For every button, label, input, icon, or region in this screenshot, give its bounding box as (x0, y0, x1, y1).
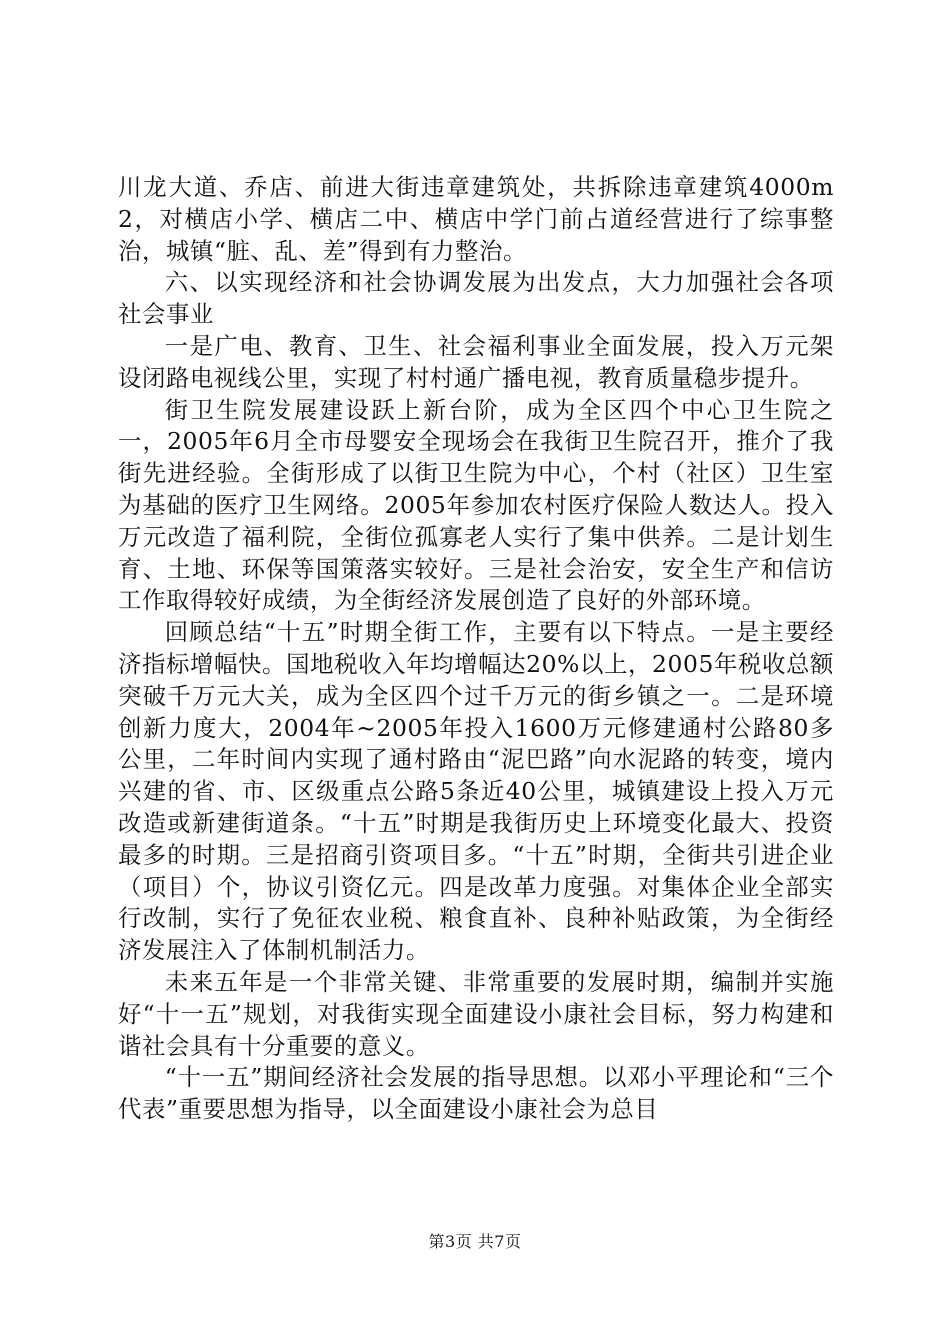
section-heading: 六、以实现经济和社会协调发展为出发点，大力加强社会各项社会事业 (118, 268, 834, 329)
paragraph: 街卫生院发展建设跃上新台阶，成为全区四个中心卫生院之一，2005年6月全市母婴安全现场会在我街卫生院召开，推介了我街先进经验。全街形成了以街卫生院为中心，个村（社区）卫生室为基础的医疗卫生网络。2005年参加农村医疗保险人数达人。投入万元改造了福利院，全街位孤寡老人实行了集中供养。二是计划生育、土地、环保等国策落实较好。三是社会治安，安全生产和信访工作取得较好成绩，为全街经济发展创造了良好的外部环境。 (118, 395, 834, 615)
paragraph: 未来五年是一个非常关键、非常重要的发展时期，编制并实施好“十一五”规划，对我街实现全面建设小康社会目标，努力构建和谐社会具有十分重要的意义。 (118, 967, 834, 1060)
paragraph: 一是广电、教育、卫生、社会福利事业全面发展，投入万元架设闭路电视线公里，实现了村村通广播电视，教育质量稳步提升。 (118, 331, 834, 392)
page-number-footer: 第3页 共7页 (428, 1232, 522, 1251)
paragraph: “十一五”期间经济社会发展的指导思想。以邓小平理论和“三个代表”重要思想为指导，以全面建设小康社会为总目 (118, 1063, 834, 1124)
document-body (118, 172, 834, 1126)
paragraph: 回顾总结“十五”时期全街工作，主要有以下特点。一是主要经济指标增幅快。国地税收入年均增幅达20%以上，2005年税收总额突破千万元大关，成为全区四个过千万元的街乡镇之一。二是环境创新力度大，2004年~2005年投入1600万元修建通村公路80多公里，二年时间内实现了通村路由“泥巴路”向水泥路的转变，境内兴建的省、市、区级重点公路5条近40公里，城镇建设上投入万元改造或新建街道条。“十五”时期是我街历史上环境变化最大、投资最多的时期。三是招商引资项目多。“十五”时期，全街共引进企业（项目）个，协议引资亿元。四是改革力度强。对集体企业全部实行改制，实行了免征农业税、粮食直补、良种补贴政策，为全街经济发展注入了体制机制活力。 (118, 618, 834, 965)
paragraph: 川龙大道、乔店、前进大街违章建筑处，共拆除违章建筑4000m2，对横店小学、横店二中、横店中学门前占道经营进行了综事整治，城镇“脏、乱、差”得到有力整治。 (118, 173, 834, 265)
